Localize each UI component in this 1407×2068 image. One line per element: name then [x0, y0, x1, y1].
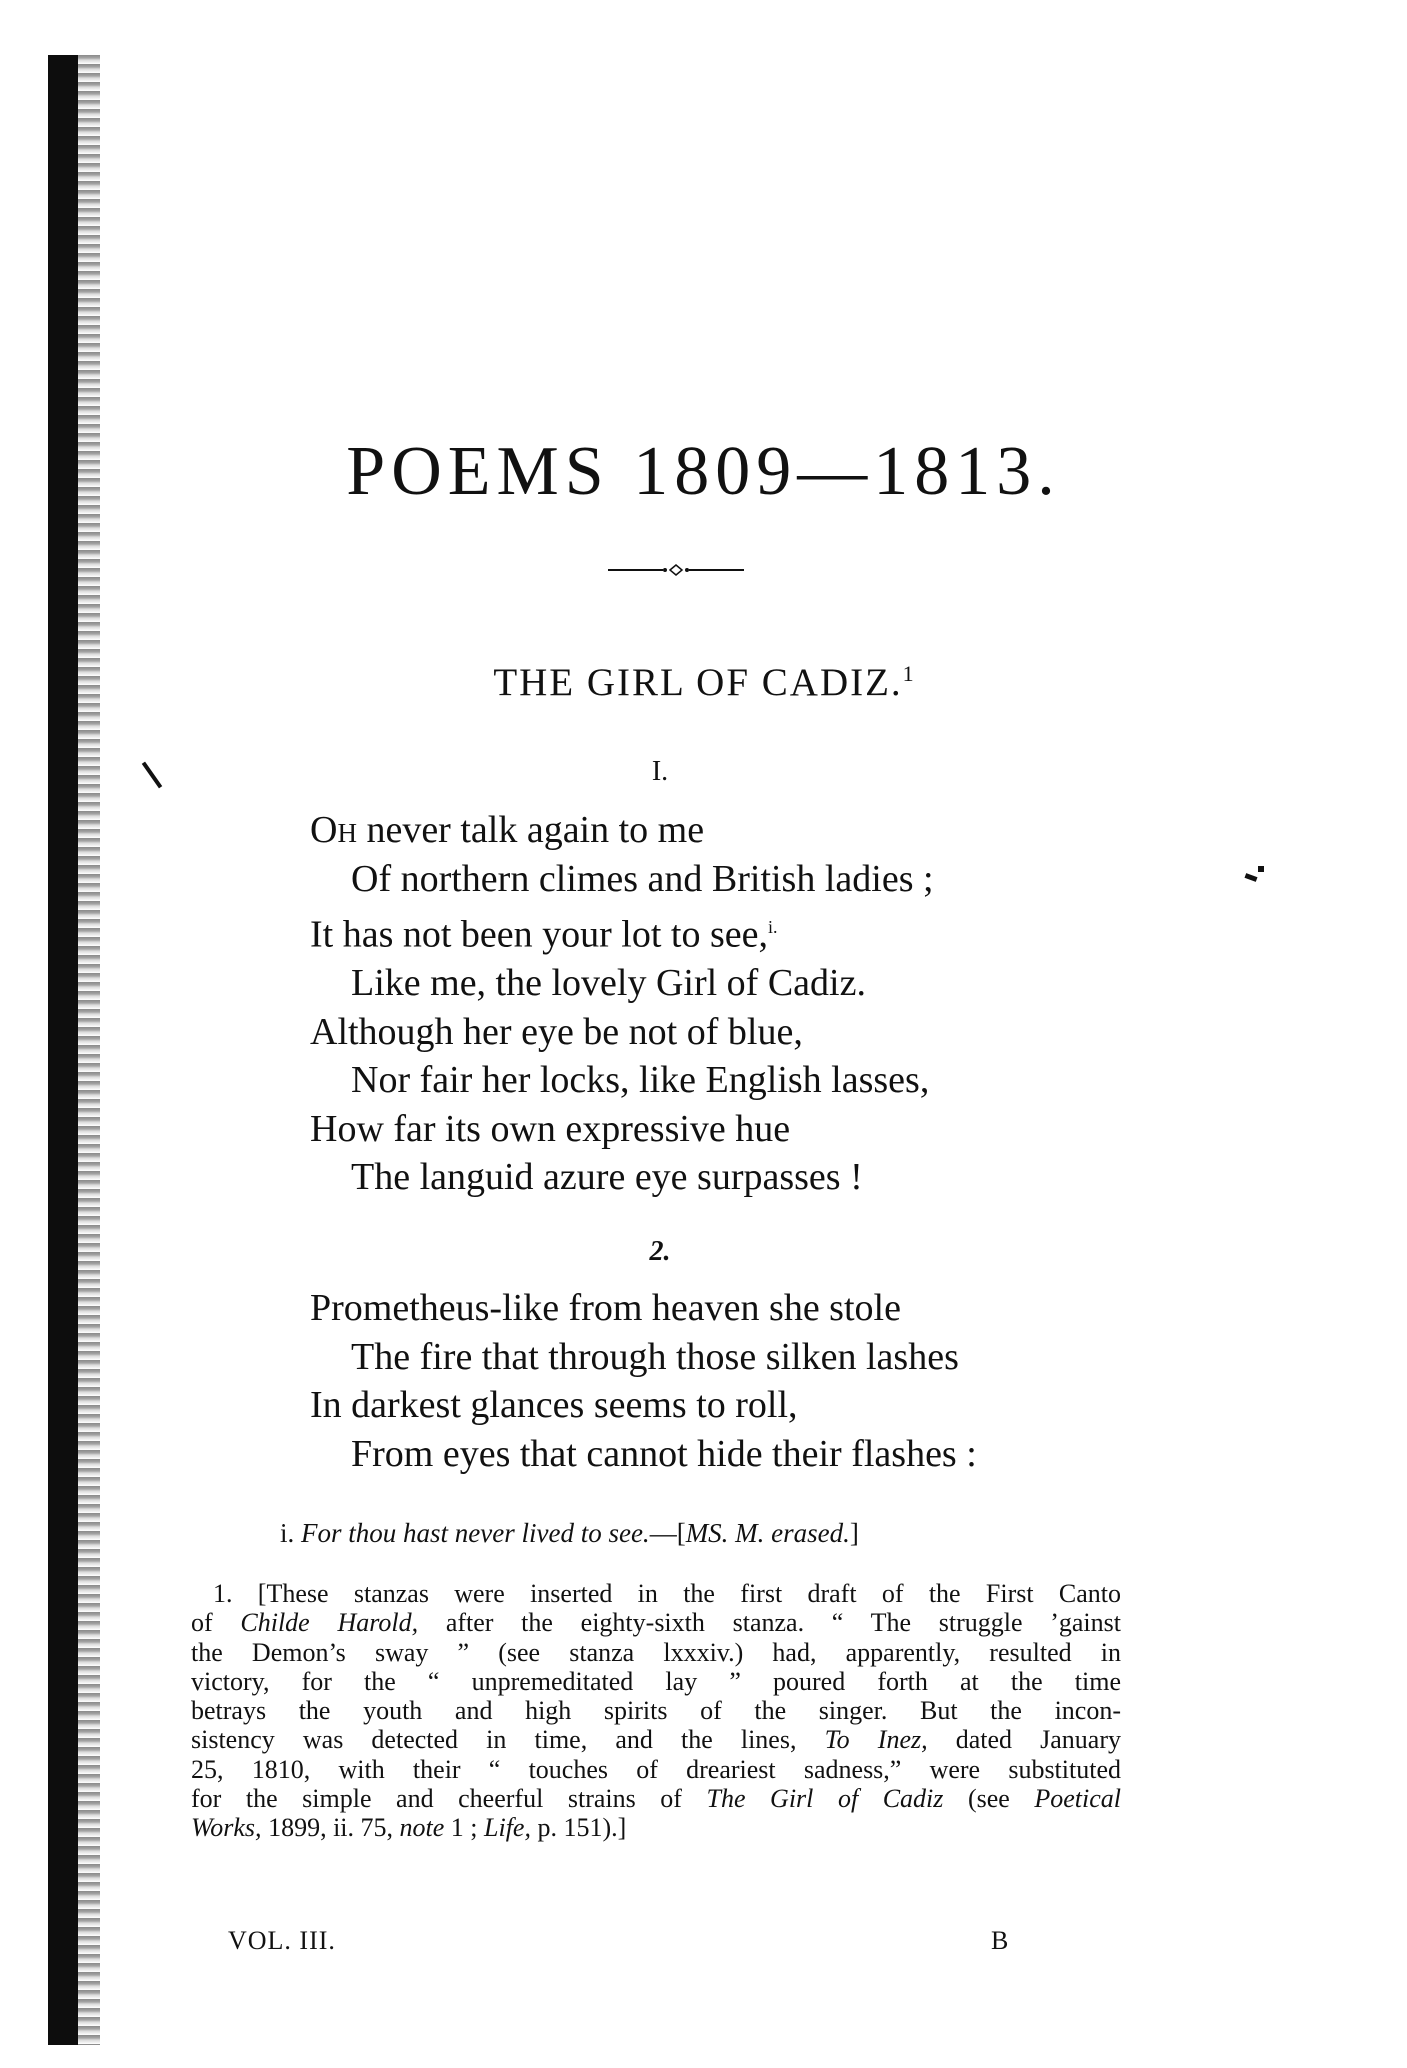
verse-line: The languid azure eye surpasses !	[351, 1156, 863, 1199]
verse-text: It has not been your lot to see,	[310, 913, 769, 956]
stanza-number: I.	[651, 756, 669, 787]
footnote-line: 25, 1810, with their “ touches of dreariest sadness,” were substituted	[191, 1754, 1121, 1784]
footnote-italic: Poetical	[1034, 1784, 1122, 1814]
verse-line	[310, 903, 1210, 959]
stanza-1	[310, 806, 1210, 1202]
bracket: ]	[849, 1518, 859, 1548]
footnote-italic: Works,	[191, 1813, 262, 1843]
footnote-italic: To Inez,	[824, 1725, 928, 1755]
verse-line: The fire that through those silken lashes	[351, 1335, 959, 1378]
variant-source: MS. M. erased.	[685, 1518, 850, 1548]
footnote-italic: note	[399, 1813, 445, 1843]
verse-line: Prometheus-like from heaven she stole	[310, 1287, 901, 1329]
bracket: —[	[649, 1518, 686, 1548]
footnote-italic: Childe Harold,	[240, 1608, 419, 1638]
scan-binding-shadow	[78, 55, 100, 2045]
footnote-line	[191, 1725, 1121, 1754]
poem-title	[0, 660, 1407, 705]
volume-signature: VOL. III.	[228, 1926, 336, 1955]
verse-line: Nor fair her locks, like English lasses,	[351, 1059, 930, 1102]
variant-marker: i.	[280, 1518, 295, 1548]
scan-speck	[1258, 866, 1264, 872]
ornament-divider	[608, 562, 744, 578]
verse-line: Like me, the lovely Girl of Cadiz.	[351, 962, 866, 1005]
scan-speck	[1245, 873, 1258, 882]
footnote-ref: 1	[902, 661, 914, 686]
scan-binding-edge	[48, 55, 78, 2045]
footnote-line: 1. [These stanzas were inserted in the first draft of the First Canto	[213, 1579, 1121, 1608]
verse-text: never talk again to me	[356, 809, 705, 851]
verse-line: How far its own expressive hue	[310, 1107, 791, 1150]
verse-line	[310, 806, 1210, 855]
verse-line: Of northern climes and British ladies ;	[351, 857, 934, 900]
footnote-text: (see	[943, 1784, 1035, 1814]
variant-ref: i.	[768, 917, 778, 937]
poem-title-text: THE GIRL OF CADIZ.	[493, 661, 903, 704]
footnote-italic: The Girl of Cadiz	[706, 1784, 944, 1814]
variant-text: For thou hast never lived to see.	[301, 1518, 650, 1548]
footnote	[191, 1579, 1121, 1843]
footnote-text: for the simple and cheerful strains of	[191, 1784, 707, 1814]
footnote-text: 1899, ii. 75,	[261, 1813, 400, 1843]
footnote-line	[191, 1813, 1121, 1842]
footnote-line: betrays the youth and high spirits of the singer. But the incon-	[191, 1696, 1121, 1726]
footnote-text: 1 ;	[444, 1813, 485, 1843]
footnote-italic: Life,	[484, 1813, 531, 1843]
footnote-text: sistency was detected in time, and the lines,	[191, 1725, 825, 1755]
verse-line: Although her eye be not of blue,	[310, 1010, 803, 1053]
stanza-2	[310, 1284, 1210, 1478]
footnote-line: victory, for the “ unpremeditated lay ” poured forth at the time	[191, 1666, 1121, 1696]
verse-line: From eyes that cannot hide their flashes :	[351, 1432, 977, 1475]
footnote-line	[191, 1784, 1121, 1813]
page-title: POEMS 1809—1813.	[346, 433, 1061, 510]
footnote-text: p. 151).]	[530, 1813, 627, 1843]
footnote-line	[191, 1608, 1121, 1637]
gathering-signature: B	[991, 1926, 1009, 1955]
drop-word: Oh	[310, 809, 357, 851]
footnote-text: after the eighty-sixth stanza. “ The struggle ’gainst	[418, 1608, 1121, 1638]
footnote-line: the Demon’s sway ” (see stanza lxxxiv.) had, apparently, resulted in	[191, 1637, 1121, 1667]
variant-note	[280, 1518, 1180, 1549]
footnote-text: dated January	[927, 1725, 1122, 1755]
stanza-number: 2.	[649, 1236, 671, 1267]
verse-line: In darkest glances seems to roll,	[310, 1384, 798, 1426]
footnote-text: of	[191, 1608, 241, 1638]
